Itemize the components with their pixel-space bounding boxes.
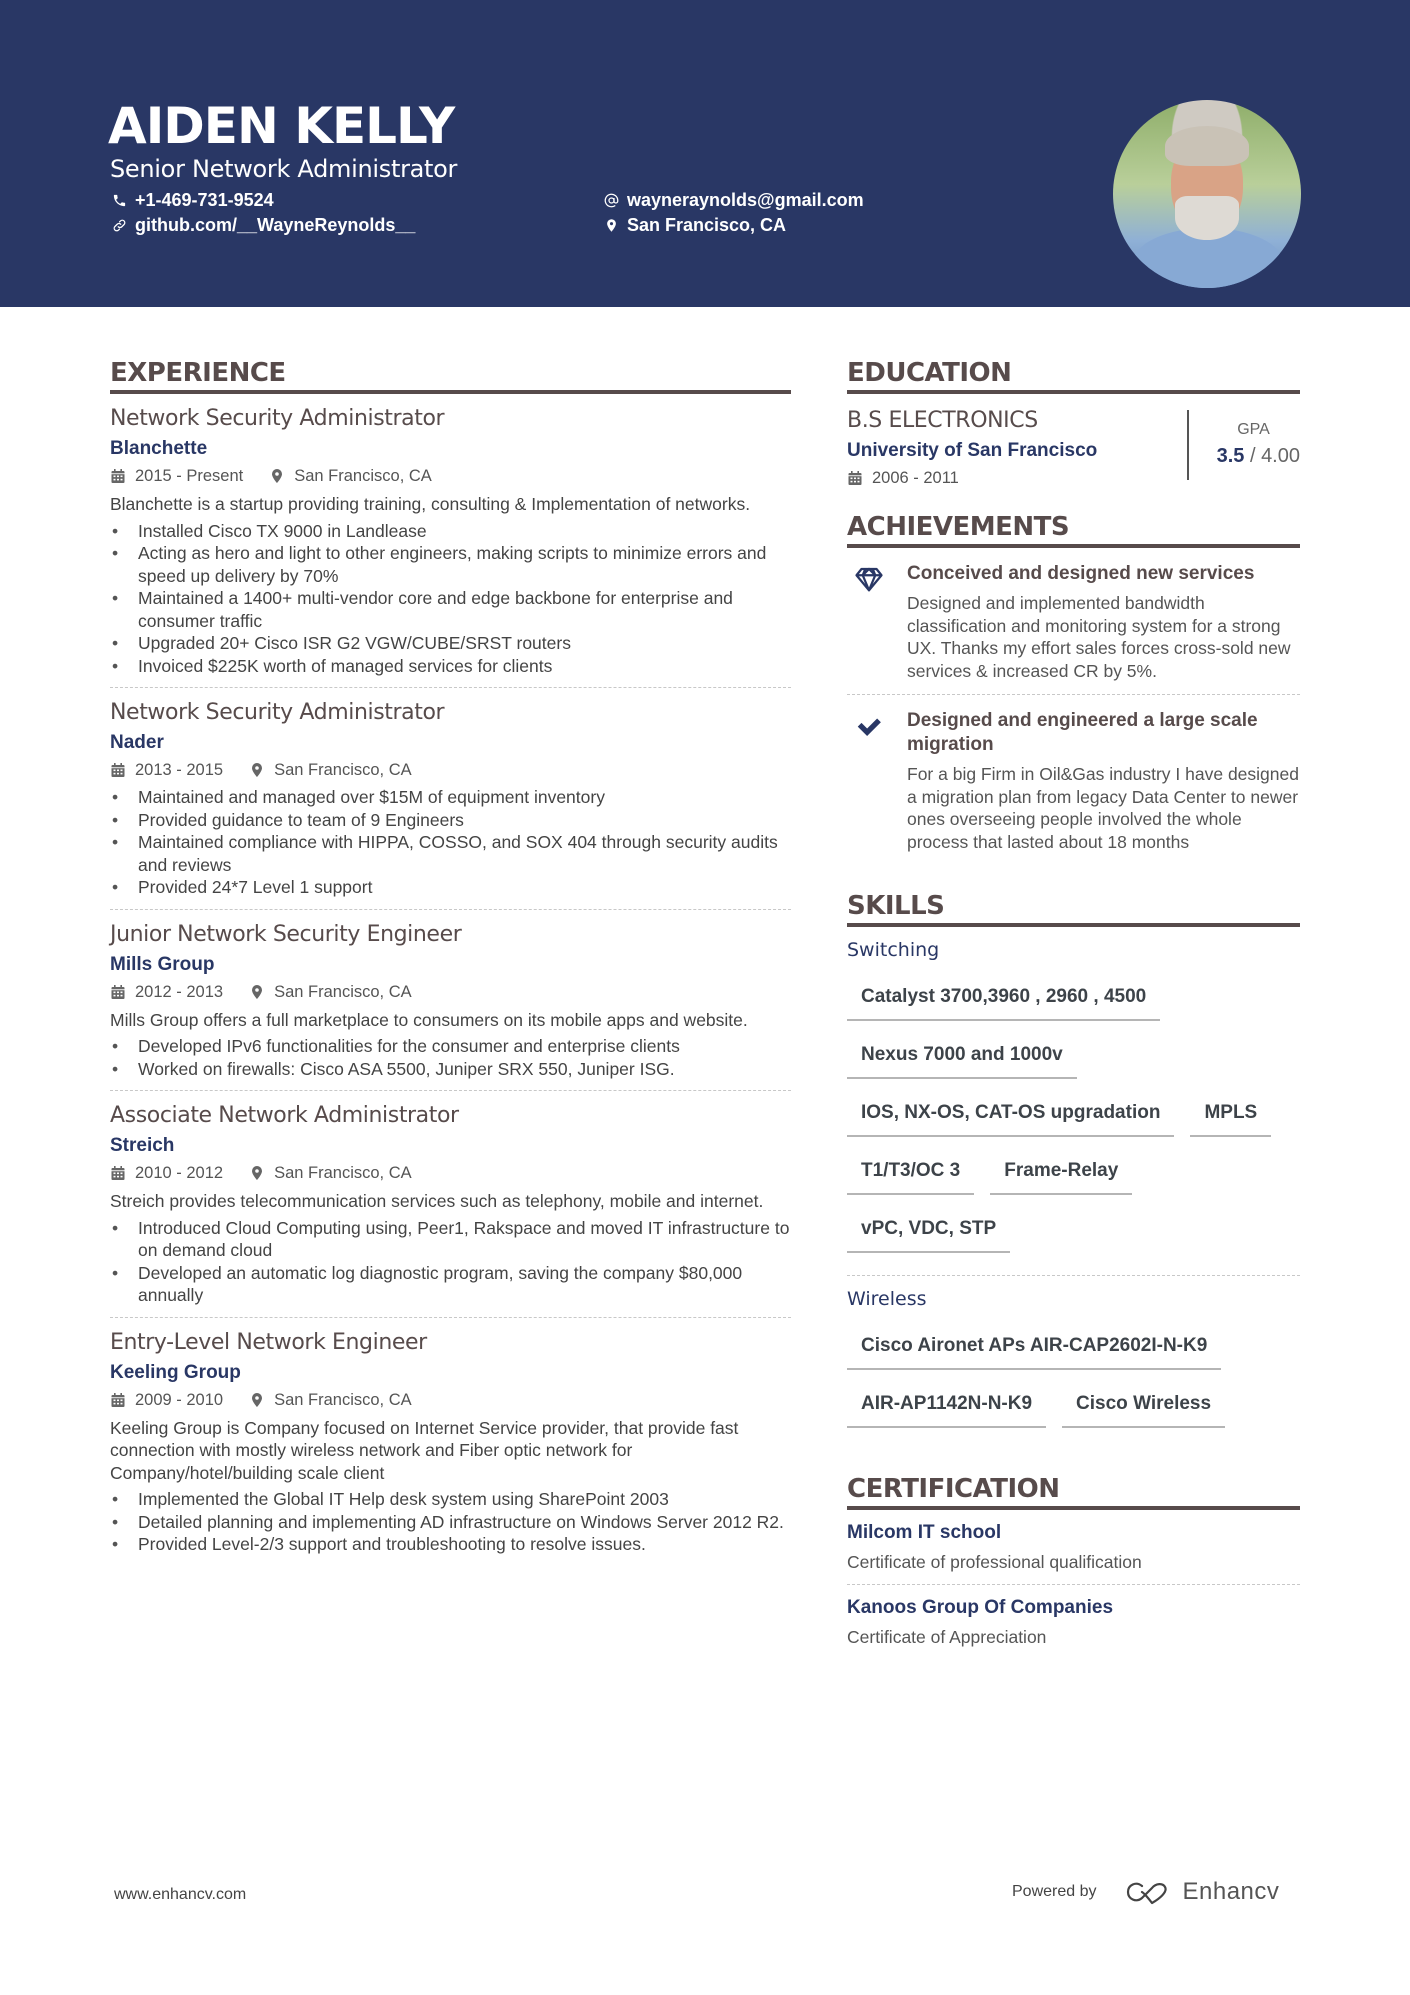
gpa-separator: /	[1244, 445, 1262, 467]
bullet-item: • Developed an automatic log diagnostic program, saving the company $80,000 annually	[110, 1262, 791, 1307]
skill-group-label: Switching	[847, 939, 940, 961]
experience-entry	[110, 1317, 791, 1566]
certification-title: Kanoos Group Of Companies	[847, 1597, 1114, 1618]
education-heading: EDUCATION	[847, 358, 1012, 388]
bullet-item: • Maintained a 1400+ multi-vendor core and edge backbone for enterprise and consumer traffic	[110, 587, 791, 632]
location-pin-icon	[249, 762, 265, 778]
job-bullets	[110, 1217, 791, 1307]
company-name: Nader	[110, 732, 164, 753]
education-main	[847, 406, 1187, 490]
achievements-list	[847, 548, 1300, 865]
job-title: Network Security Administrator	[110, 700, 445, 725]
experience-list	[110, 394, 791, 1566]
location-pin-icon	[249, 1392, 265, 1408]
achievement-description: For a big Firm in Oil&Gas industry I have designed a migration plan from legacy Data Center to newer ones overseeing people involved the whole process that lasted about 18 months	[907, 764, 1299, 852]
job-dates: 2013 - 2015	[135, 761, 224, 779]
gpa-label: GPA	[1237, 421, 1270, 438]
calendar-icon	[110, 468, 126, 484]
skills-heading: SKILLS	[847, 891, 945, 921]
bullet-item: • Detailed planning and implementing AD infrastructure on Windows Server 2012 R2.	[110, 1511, 791, 1534]
skills-list	[847, 927, 1300, 1450]
achievement-title: Conceived and designed new services	[907, 563, 1255, 584]
certification-list	[847, 1510, 1300, 1659]
job-meta-row	[110, 464, 791, 488]
at-sign-icon	[602, 191, 620, 209]
calendar-icon	[110, 762, 126, 778]
job-bullets	[110, 1488, 791, 1556]
calendar-icon	[110, 1165, 126, 1181]
location-text: San Francisco, CA	[627, 215, 787, 235]
experience-entry	[110, 909, 791, 1091]
skill-tag: MPLS	[1190, 1091, 1271, 1137]
job-title: Junior Network Security Engineer	[110, 921, 462, 947]
gpa-max: 4.00	[1261, 445, 1300, 467]
skill-tag: Nexus 7000 and 1000v	[847, 1033, 1077, 1079]
job-bullets	[110, 520, 791, 678]
job-description: Blanchette is a startup providing training, consulting & Implementation of networks.	[110, 494, 751, 514]
job-location: San Francisco, CA	[274, 982, 412, 1001]
achievement-item	[847, 548, 1300, 694]
skill-tags	[847, 975, 1300, 1265]
candidate-role: Senior Network Administrator	[110, 155, 458, 183]
company-name: Mills Group	[110, 953, 215, 975]
experience-entry	[110, 1090, 791, 1317]
skill-tag: Cisco Wireless	[1062, 1382, 1225, 1428]
skill-group	[847, 927, 1300, 1275]
profile-photo	[1113, 100, 1301, 288]
education-dates: 2006 - 2011	[872, 469, 959, 487]
skill-group	[847, 1275, 1300, 1450]
certification-description: Certificate of Appreciation	[847, 1627, 1047, 1647]
job-title: Associate Network Administrator	[110, 1103, 459, 1128]
job-meta-row	[110, 1161, 791, 1185]
skill-tag: T1/T3/OC 3	[847, 1149, 974, 1195]
certification-description: Certificate of professional qualification	[847, 1552, 1142, 1572]
link-icon	[110, 216, 128, 234]
skill-tag: Frame-Relay	[990, 1149, 1132, 1195]
job-description: Mills Group offers a full marketplace to consumers on its mobile apps and website.	[110, 1009, 748, 1030]
contact-location	[602, 213, 786, 237]
photo-beard	[1175, 196, 1239, 240]
gpa-value-row	[1217, 441, 1300, 471]
achievement-body	[907, 709, 1300, 853]
location-pin-icon	[269, 468, 285, 484]
achievement-body	[907, 562, 1300, 682]
footer-website[interactable]: www.enhancv.com	[114, 1886, 247, 1903]
job-location: San Francisco, CA	[274, 1390, 412, 1409]
job-location: San Francisco, CA	[274, 761, 412, 779]
job-location: San Francisco, CA	[274, 1164, 412, 1182]
bullet-item: • Installed Cisco TX 9000 in Landlease	[110, 520, 791, 543]
school-name: University of San Francisco	[847, 440, 1098, 461]
skill-tag: Cisco Aironet APs AIR-CAP2602I-N-K9	[847, 1324, 1221, 1370]
candidate-name: AIDEN KELLY	[108, 97, 455, 155]
education-dates-row	[847, 466, 1187, 490]
brand-name: Enhancv	[1182, 1878, 1280, 1905]
phone-icon	[110, 191, 128, 209]
job-title: Entry-Level Network Engineer	[110, 1329, 427, 1355]
job-meta-row	[110, 1388, 791, 1412]
calendar-icon	[847, 470, 863, 486]
job-dates: 2015 - Present	[135, 467, 244, 485]
left-column	[110, 356, 791, 1566]
brand	[1125, 1878, 1280, 1906]
education-entry	[847, 394, 1300, 510]
job-location: San Francisco, CA	[294, 467, 432, 485]
bullet-item: • Maintained and managed over $15M of equipment inventory	[110, 786, 791, 809]
skill-tag: IOS, NX-OS, CAT-OS upgradation	[847, 1091, 1174, 1137]
company-name: Keeling Group	[110, 1361, 241, 1383]
phone-text: +1-469-731-9524	[135, 190, 274, 210]
bullet-item: • Introduced Cloud Computing using, Peer1, Rakspace and moved IT infrastructure to on demand cloud	[110, 1217, 791, 1262]
experience-entry	[110, 394, 791, 687]
checkmark-icon	[847, 709, 907, 853]
job-meta-row	[110, 758, 791, 782]
job-bullets	[110, 786, 791, 899]
bullet-item: • Worked on firewalls: Cisco ASA 5500, Juniper SRX 550, Juniper ISG.	[110, 1058, 791, 1081]
achievement-item	[847, 694, 1300, 865]
email-text: wayneraynolds@gmail.com	[627, 190, 864, 210]
gpa-value: 3.5	[1216, 445, 1245, 467]
experience-entry	[110, 687, 791, 909]
degree: B.S ELECTRONICS	[847, 408, 1038, 433]
job-title: Network Security Administrator	[110, 406, 445, 431]
diamond-icon	[847, 562, 907, 682]
skill-tags	[847, 1324, 1300, 1440]
company-name: Blanchette	[110, 438, 208, 459]
skill-tag: Catalyst 3700,3960 , 2960 , 4500	[847, 975, 1160, 1021]
job-description: Streich provides telecommunication services such as telephony, mobile and internet.	[110, 1191, 764, 1211]
job-dates: 2010 - 2012	[135, 1164, 224, 1182]
bullet-item: • Maintained compliance with HIPPA, COSSO, and SOX 404 through security audits and reviews	[110, 831, 791, 876]
company-name: Streich	[110, 1135, 175, 1156]
bullet-item: • Provided 24*7 Level 1 support	[110, 876, 791, 899]
bullet-item: • Provided Level-2/3 support and troubleshooting to resolve issues.	[110, 1533, 791, 1556]
contact-link[interactable]	[110, 213, 415, 237]
location-pin-icon	[249, 984, 265, 1000]
job-dates: 2009 - 2010	[135, 1390, 224, 1409]
location-pin-icon	[602, 216, 620, 234]
calendar-icon	[110, 1392, 126, 1408]
resume-header	[0, 0, 1410, 307]
enhancv-logo-icon	[1125, 1878, 1173, 1906]
skill-tag: vPC, VDC, STP	[847, 1207, 1010, 1253]
skill-group-label: Wireless	[847, 1288, 927, 1310]
bullet-item: • Provided guidance to team of 9 Engineers	[110, 809, 791, 832]
achievements-heading: ACHIEVEMENTS	[847, 512, 1070, 542]
location-pin-icon	[249, 1165, 265, 1181]
bullet-item: • Invoiced $225K worth of managed services for clients	[110, 655, 791, 678]
right-column	[847, 356, 1300, 1659]
contact-phone[interactable]	[110, 188, 274, 212]
bullet-item: • Acting as hero and light to other engineers, making scripts to minimize errors and speed up delivery by 70%	[110, 542, 791, 587]
achievement-description: Designed and implemented bandwidth classification and monitoring system for a strong UX. Thanks my effort sales forces cross-sold new services & increased CR by 5%.	[907, 593, 1291, 681]
job-dates: 2012 - 2013	[135, 982, 224, 1001]
bullet-item: • Implemented the Global IT Help desk system using SharePoint 2003	[110, 1488, 791, 1511]
bullet-item: • Upgraded 20+ Cisco ISR G2 VGW/CUBE/SRST routers	[110, 632, 791, 655]
link-text: github.com/__WayneReynolds__	[135, 215, 416, 235]
bullet-item: • Developed IPv6 functionalities for the consumer and enterprise clients	[110, 1035, 791, 1058]
achievement-title: Designed and engineered a large scale migration	[907, 710, 1258, 755]
powered-by-label: Powered by	[1012, 1883, 1097, 1900]
job-description: Keeling Group is Company focused on Internet Service provider, that provide fast connection with mostly wireless network and Fiber optic network for Company/hotel/building scale client	[110, 1417, 739, 1483]
footer-branding[interactable]	[1012, 1878, 1279, 1906]
certification-heading: CERTIFICATION	[847, 1474, 1060, 1504]
experience-heading: EXPERIENCE	[110, 358, 286, 388]
calendar-icon	[110, 984, 126, 1000]
job-bullets	[110, 1035, 791, 1080]
contact-email[interactable]	[602, 188, 864, 212]
job-meta-row	[110, 980, 791, 1004]
certification-title: Milcom IT school	[847, 1522, 1002, 1543]
certification-item	[847, 1510, 1300, 1584]
skill-tag: AIR-AP1142N-N-K9	[847, 1382, 1046, 1428]
gpa-box	[1187, 410, 1300, 480]
photo-hair	[1165, 126, 1249, 166]
certification-item	[847, 1584, 1300, 1659]
